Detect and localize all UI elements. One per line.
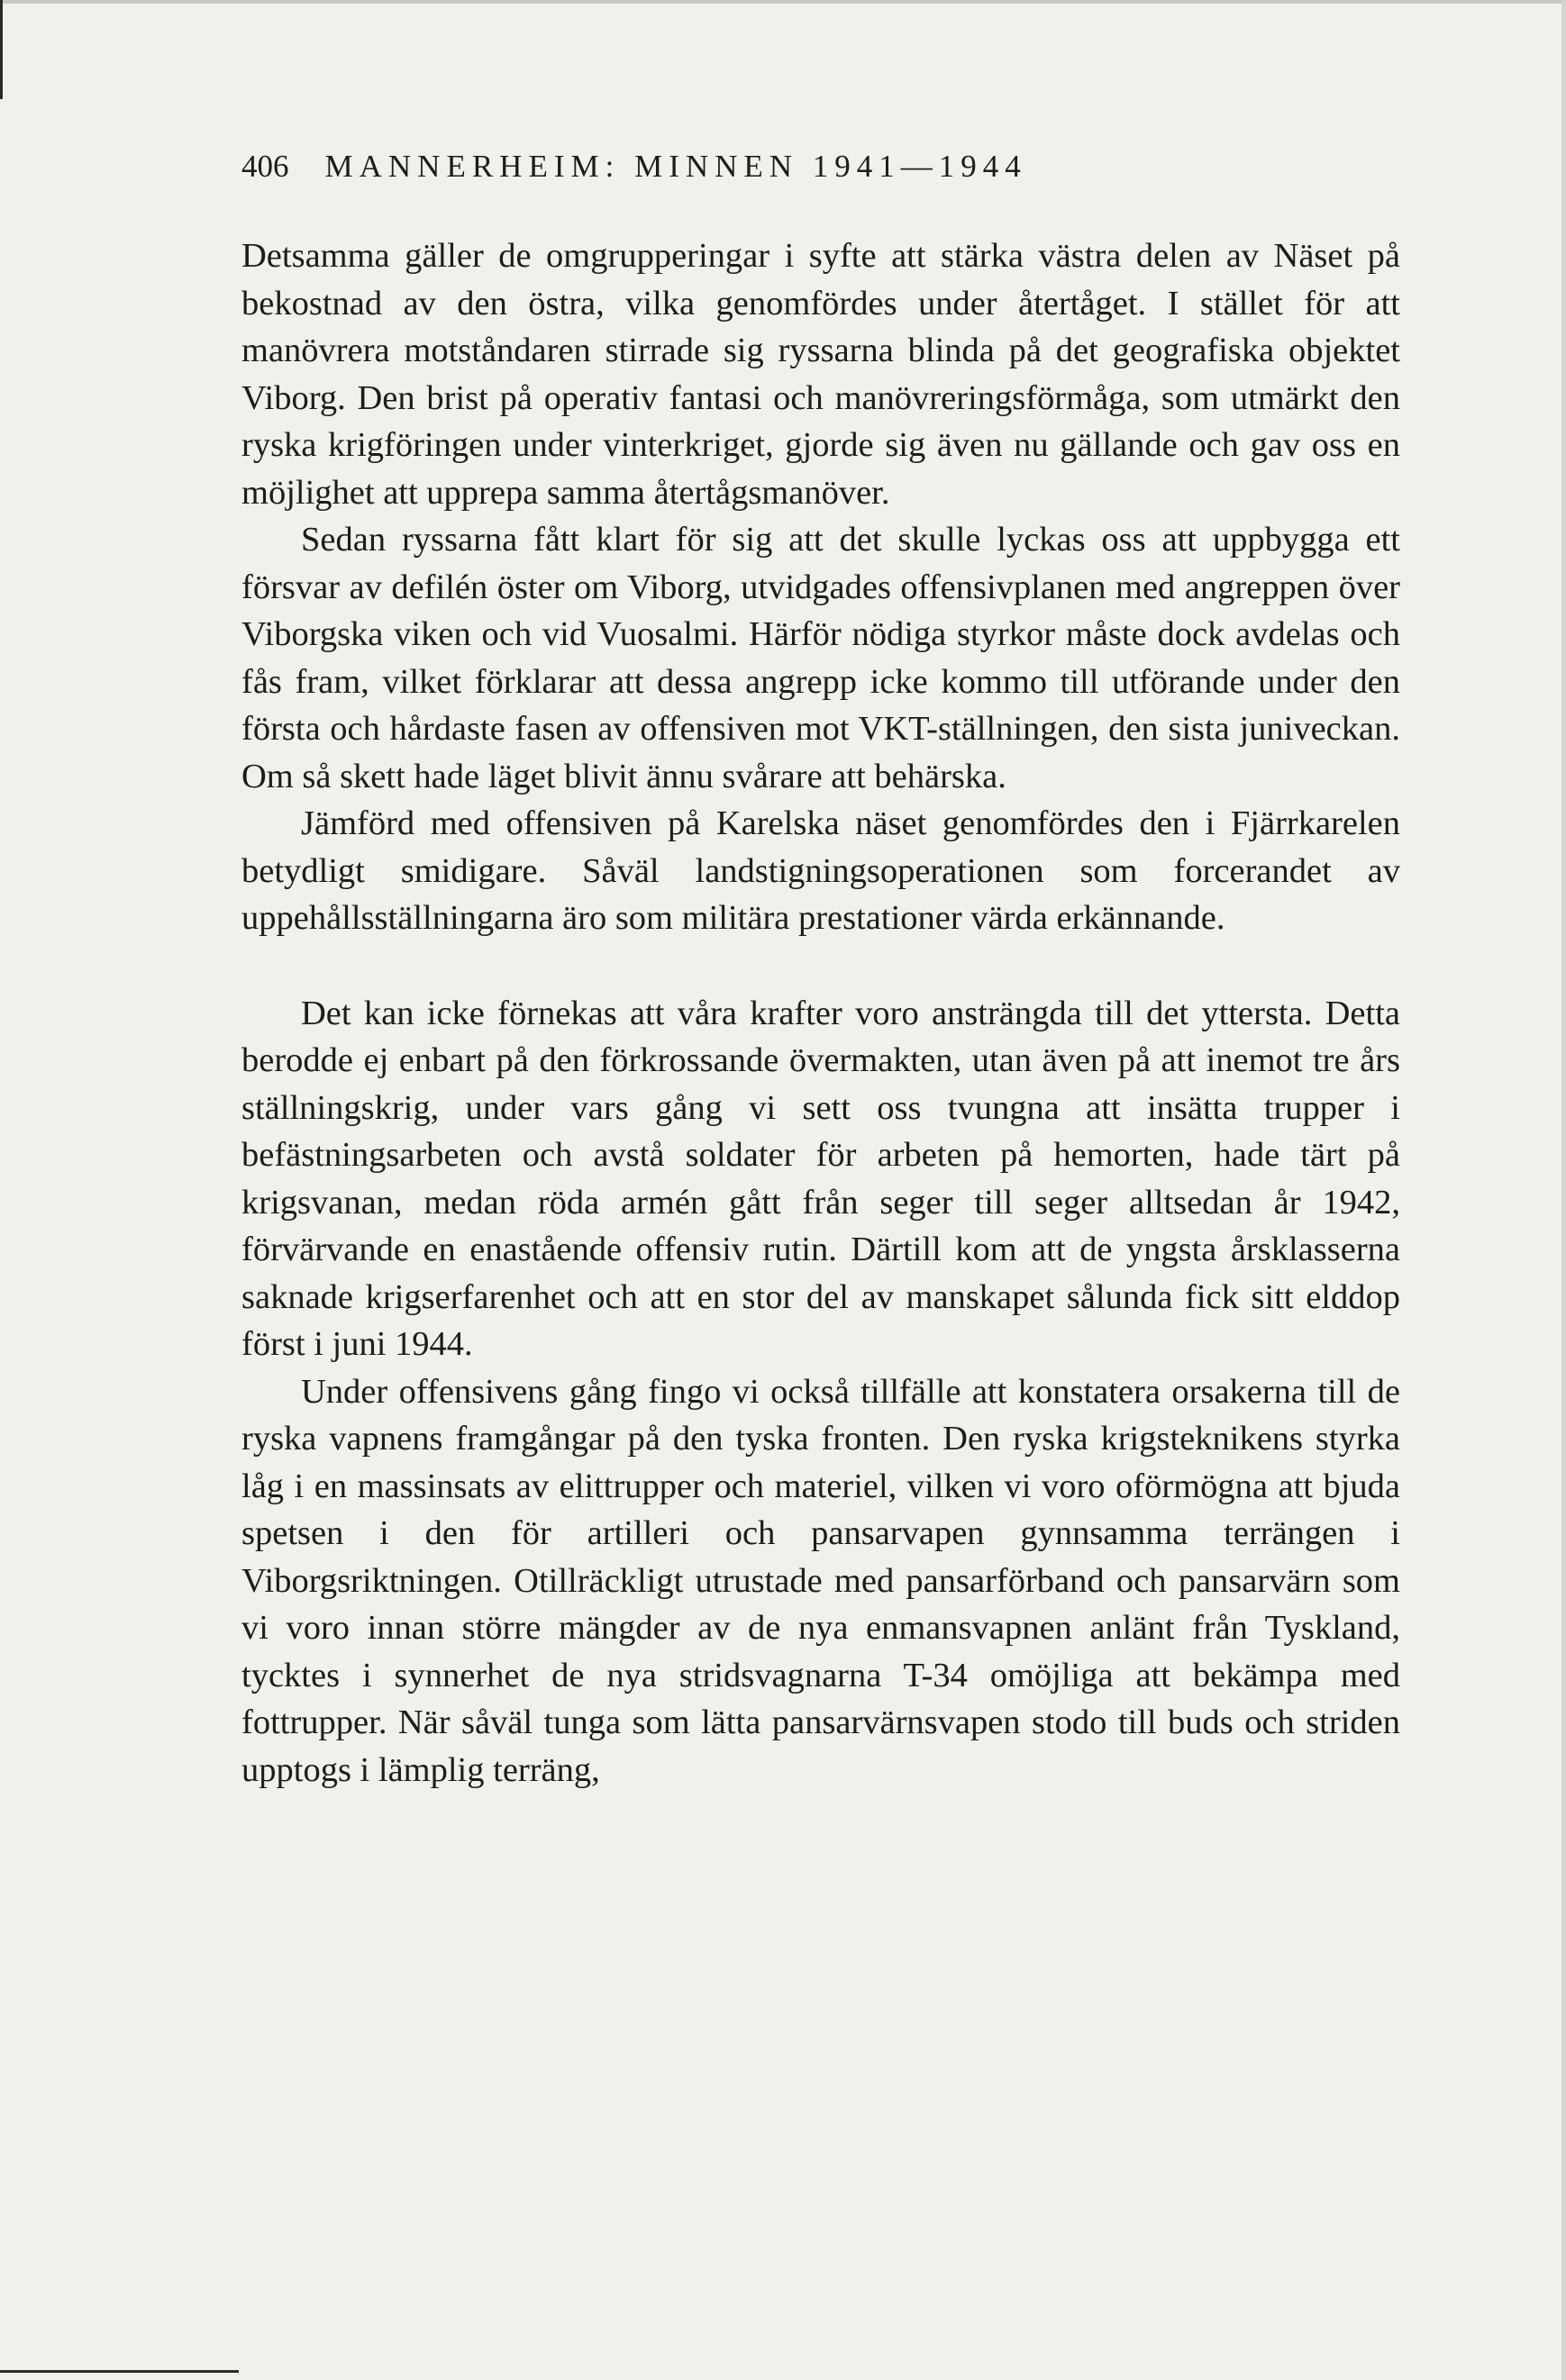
scan-edge-top — [0, 0, 1566, 4]
running-head — [241, 144, 1400, 189]
scan-mark-top-left — [0, 0, 3, 99]
paragraph-3: Jämförd med offensiven på Karelska näset genomfördes den i Fjärrkarelen betydligt smidigare. Såväl landstigningsoperationen som forcerandet av uppehållsställningarna äro som militära prestationer värda erkännande. — [241, 804, 1400, 937]
running-title: MANNERHEIM: MINNEN 1941—1944 — [324, 149, 1027, 184]
paragraph-1: Detsamma gäller de omgrupperingar i syfte att stärka västra delen av Näset på bekostnad av den östra, vilka genomfördes under återtåget. I stället för att manövrera motståndaren stirrade sig ryssarna blinda på det geografiska objektet Viborg. Den brist på operativ fantasi och manövreringsförmåga, som utmärkt den ryska krigföringen under vinterkriget, gjorde sig även nu gällande och gav oss en möjlighet att upprepa samma återtågsmanöver. — [241, 237, 1400, 512]
section-break — [241, 942, 1400, 990]
paragraph-4: Det kan icke förnekas att våra krafter voro ansträngda till det yttersta. Detta berodde ej enbart på den förkrossande övermakten, utan även på att inemot tre års ställningskrig, under vars gång vi sett oss tvungna att insätta trupper i befästningsarbeten och avstå soldater för arbeten på hemorten, hade tärt på krigsvanan, medan röda armén gått från seger till seger alltsedan år 1942, förvärvande en enastående offensiv rutin. Därtill kom att de yngsta årsklasserna saknade krigserfarenhet och att en stor del av manskapet sålunda fick sitt elddop först i juni 1944. — [241, 994, 1400, 1363]
scan-edge-right — [1561, 0, 1566, 2380]
paragraph-5: Under offensivens gång fingo vi också tillfälle att konstatera orsakerna till de ryska vapnens framgångar på den tyska fronten. Den ryska krigsteknikens styrka låg i en massinsats av elittrupper och materiel, vilken vi voro oförmögna att bjuda spetsen i den för artilleri och pansarvapen gynnsamma terrängen i Viborgsriktningen. Otillräckligt utrustade med pansarförband och pansarvärn som vi voro innan större mängder av de nya enmansvapnen anlänt från Tyskland, tycktes i synnerhet de nya stridsvagnarna T-34 omöjliga att bekämpa med fottrupper. När såväl tunga som lätta pansarvärnsvapen stodo till buds och striden upptogs i lämplig terräng, — [241, 1372, 1400, 1789]
page-number: 406 — [241, 149, 289, 184]
paragraph-2: Sedan ryssarna fått klart för sig att det skulle lyckas oss att uppbygga ett försvar av defilén öster om Viborg, utvidgades offensivplanen med angreppen över Viborgska viken och vid Vuosalmi. Härför nödiga styrkor måste dock avdelas och fås fram, vilket förklarar att dessa angrepp icke kommo till utförande under den första och hårdaste fasen av offensiven mot VKT-ställningen, den sista juniveckan. Om så skett hade läget blivit ännu svårare att behärska. — [241, 521, 1400, 795]
scan-mark-bottom-left — [0, 2370, 239, 2373]
book-page — [241, 144, 1400, 1794]
